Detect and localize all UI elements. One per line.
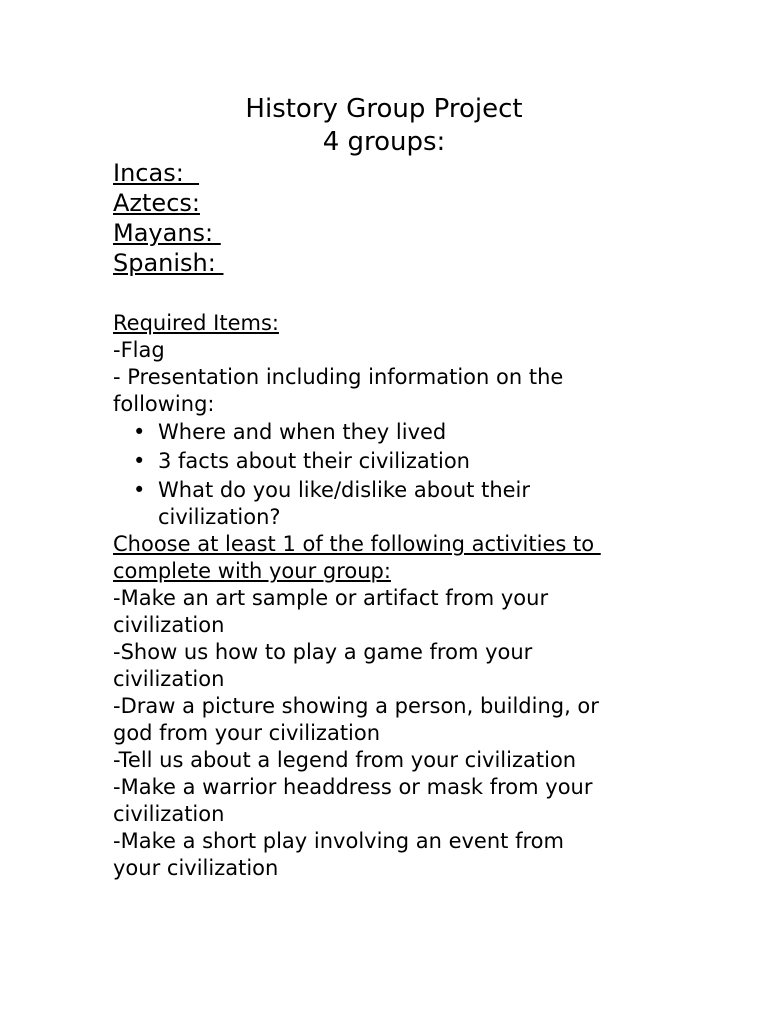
activity-line: civilization <box>113 667 225 691</box>
group-incas: Incas: <box>113 159 200 187</box>
activity-line: your civilization <box>113 856 279 880</box>
list-item <box>158 418 653 447</box>
group-list <box>113 158 223 278</box>
group-spanish: Spanish: <box>113 249 224 277</box>
document-body <box>113 310 653 882</box>
required-item-presentation: - Presentation including information on the <box>113 365 564 389</box>
list-item-text: What do you like/dislike about their <box>158 478 531 502</box>
group-aztecs: Aztecs: <box>113 189 200 217</box>
activity-line: civilization <box>113 613 225 637</box>
activity-line: god from your civilization <box>113 721 381 745</box>
activities-heading: Choose at least 1 of the following activities to <box>113 532 601 556</box>
page-subtitle: 4 groups: <box>322 127 446 157</box>
list-item <box>158 476 653 531</box>
required-item-flag: -Flag <box>113 338 165 362</box>
list-item-text: 3 facts about their civilization <box>158 449 470 473</box>
group-mayans: Mayans: <box>113 219 221 247</box>
presentation-topics-list <box>113 418 653 531</box>
list-item <box>158 447 653 476</box>
activity-line: -Tell us about a legend from your civilization <box>113 748 577 772</box>
page-title: History Group Project <box>245 94 523 124</box>
activity-line: civilization <box>113 802 225 826</box>
activity-line: -Make a warrior headdress or mask from your <box>113 775 593 799</box>
activity-line: -Draw a picture showing a person, building, or <box>113 694 599 718</box>
required-item-presentation-cont: following: <box>113 392 215 416</box>
activity-line: -Show us how to play a game from your <box>113 640 533 664</box>
list-item-text: Where and when they lived <box>158 420 447 444</box>
activity-line: -Make a short play involving an event from <box>113 829 564 853</box>
activity-line: -Make an art sample or artifact from your <box>113 586 549 610</box>
activities-heading-cont: complete with your group: <box>113 559 391 583</box>
list-item-text-cont: civilization? <box>158 505 281 529</box>
required-items-heading: Required Items: <box>113 311 279 335</box>
